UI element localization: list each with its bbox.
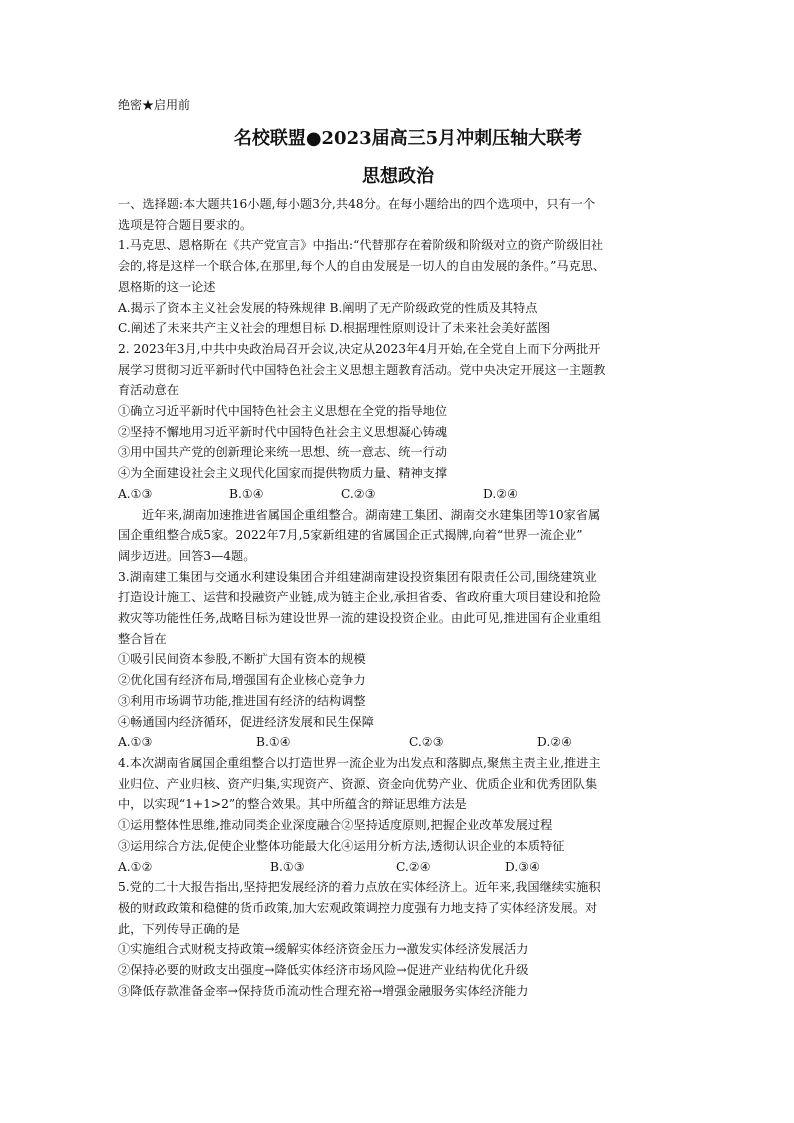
statement-item: ②坚持不懈地用习近平新时代中国特色社会主义思想凝心铸魂 <box>118 424 448 439</box>
reading-material <box>118 505 678 567</box>
question-stem-line: 极的财政政策和稳健的货币政策,加大宏观政策调控力度强有力地支持了实体经济发展。对 <box>118 900 598 915</box>
text-line: 选项是符合题目要求的。 <box>118 217 253 232</box>
choice-b: B.①④ <box>256 735 291 750</box>
question-stem-line: 打造设计施工、运营和投融资产业链,成为链主企业,承担省委、省政府重大项目建设和抢险 <box>118 590 602 605</box>
confidential-label: 绝密★启用前 <box>118 98 191 112</box>
exam-body <box>118 194 678 1001</box>
choice-d: D.②④ <box>483 486 519 501</box>
choice-c: C.②④ <box>396 859 431 874</box>
text-line: 一、选择题:本大题共16小题,每小题3分,共48分。在每小题给出的四个选项中，只有一个 <box>118 197 596 211</box>
statement-item: ①运用整体性思维,推动同类企业深度融合②坚持适度原则,把握企业改革发展过程 <box>118 818 553 833</box>
choice-b: B.①④ <box>229 486 264 501</box>
question-stem-line: 2. 2023年3月,中共中央政治局召开会议,决定从2023年4月开始,在全党自上而下分两批开 <box>118 341 601 356</box>
question-stem-line: 5.党的二十大报告指出,坚持把发展经济的着力点放在实体经济上。近年来,我国继续实施积 <box>118 880 601 895</box>
material-line: 近年来,湖南加速推进省属国企重组整合。湖南建工集团、湖南交水建集团等10家省属 <box>142 507 601 522</box>
statement-item: ③运用综合方法,促使企业整体功能最大化④运用分析方法,透彻认识企业的本质特征 <box>118 838 565 853</box>
choice-c: C.②③ <box>409 735 444 750</box>
question-stem-line: 育活动意在 <box>118 383 179 398</box>
statement-item: ②优化国有经济布局,增强国有企业核心竞争力 <box>118 673 366 688</box>
question-stem-line: 恩格斯的这一论述 <box>118 279 216 294</box>
choice-row <box>118 857 678 878</box>
question-stem-line: 会的,将是这样一个联合体,在那里,每个人的自由发展是一切人的自由发展的条件。”马克思、 <box>118 259 606 274</box>
question-stem-line: 1.马克思、恩格斯在《共产党宣言》中指出:“代替那存在着阶级和阶级对立的资产阶级旧社 <box>118 238 604 253</box>
question-stem-line: 展学习贯彻习近平新时代中国特色社会主义思想主题教育活动。党中央决定开展这一主题教 <box>118 362 606 377</box>
choice-row <box>118 484 678 505</box>
statement-item: ①吸引民间资本参股,不断扩大国有资本的规模 <box>118 652 366 667</box>
question-stem-line: 4.本次湖南省属国企重组整合以打造世界一流企业为出发点和落脚点,聚焦主责主业,推进主 <box>118 755 601 770</box>
question-2 <box>118 339 678 505</box>
statement-item: ③利用市场调节功能,推进国有经济的结构调整 <box>118 693 366 708</box>
question-stem-line: 中，以实现“1+1>2”的整合效果。其中所蕴含的辩证思维方法是 <box>118 797 467 812</box>
choice-b: B.①③ <box>270 859 305 874</box>
question-stem-line: 此，下列传导正确的是 <box>118 921 240 936</box>
choice-row <box>118 732 678 753</box>
statement-item: ③降低存款准备金率→保持货币流动性合理充裕→增强金融服务实体经济能力 <box>118 983 529 998</box>
section-instructions <box>118 194 678 235</box>
statement-item: ②保持必要的财政支出强度→降低实体经济市场风险→促进产业结构优化升级 <box>118 963 529 978</box>
choice-c: C.②③ <box>341 486 376 501</box>
statement-item: ①实施组合式财税支持政策→缓解实体经济资金压力→激发实体经济发展活力 <box>118 942 529 957</box>
question-5 <box>118 877 678 1001</box>
statement-item: ④为全面建设社会主义现代化国家而提供物质力量、精神支撑 <box>118 466 448 481</box>
question-stem-line: 救灾等功能性任务,战略目标为建设世界一流的建设投资企业。由此可见,推进国有企业重组 <box>118 611 602 626</box>
question-stem-line: 3.湖南建工集团与交通水利建设集团合并组建湖南建设投资集团有限责任公司,围绕建筑业 <box>118 569 597 584</box>
question-4 <box>118 753 678 877</box>
question-3 <box>118 567 678 753</box>
subject-title: 思想政治 <box>362 166 434 187</box>
question-1 <box>118 235 678 339</box>
answer-option: A.揭示了资本主义社会发展的特殊规律 B.阐明了无产阶级政党的性质及其特点 <box>118 300 538 315</box>
choice-a: A.①② <box>118 859 153 874</box>
exam-document <box>118 96 678 1001</box>
choice-a: A.①③ <box>118 486 153 501</box>
statement-item: ④畅通国内经济循环，促进经济发展和民生保障 <box>118 714 374 729</box>
question-stem-line: 业归位、产业归核、资产归集,实现资产、资源、资金向优势产业、优质企业和优秀团队集 <box>118 776 598 791</box>
exam-title: 名校联盟●2023届高三5月冲刺压轴大联考 <box>233 128 583 149</box>
answer-option: C.阐述了未来共产主义社会的理想目标 D.根据理性原则设计了未来社会美好蓝图 <box>118 321 551 336</box>
material-line: 国企重组整合成5家。2022年7月,5家新组建的省属国企正式揭牌,向着“世界一流企业” <box>118 528 583 543</box>
statement-item: ①确立习近平新时代中国特色社会主义思想在全党的指导地位 <box>118 404 448 419</box>
material-line: 阔步迈进。回答3—4题。 <box>118 548 256 563</box>
choice-d: D.③④ <box>505 859 541 874</box>
choice-d: D.②④ <box>537 735 573 750</box>
choice-a: A.①③ <box>118 735 153 750</box>
statement-item: ③用中国共产党的创新理论来统一思想、统一意志、统一行动 <box>118 445 448 460</box>
question-stem-line: 整合旨在 <box>118 631 167 646</box>
